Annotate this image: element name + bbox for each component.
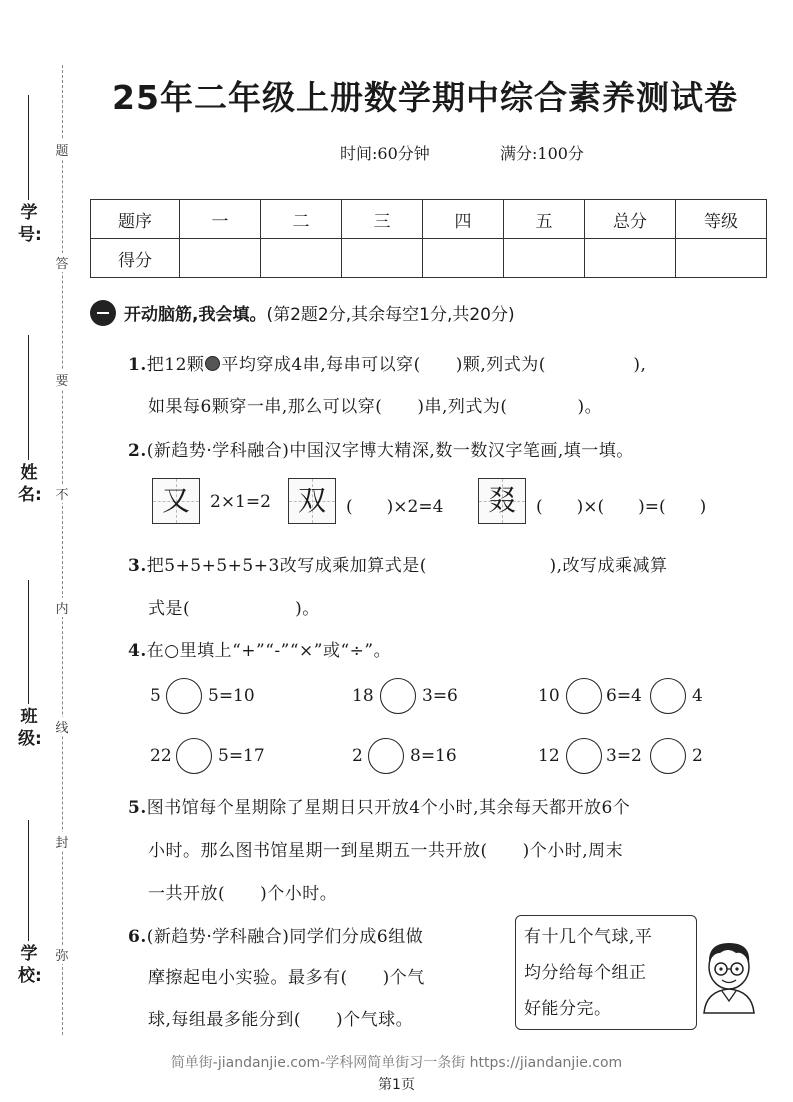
table-header-cell: 五 (504, 200, 585, 239)
question-6-line-3: 球,每组最多能分到( )个气球。 (148, 1010, 414, 1030)
name-label: 姓名: (18, 463, 42, 505)
score-cell[interactable] (423, 239, 504, 278)
operand: 4 (692, 686, 703, 706)
question-number: 5. (128, 798, 147, 818)
question-text: 把12颗 (146, 355, 205, 375)
table-header-cell: 一 (180, 200, 261, 239)
table-row-label: 得分 (91, 239, 180, 278)
bead-icon (205, 356, 220, 371)
operand: 5=10 (208, 686, 255, 706)
table-header-cell: 四 (423, 200, 504, 239)
operand: 3=2 (606, 746, 642, 766)
question-text: (新趋势·学科融合)中国汉字博大精深,数一数汉字笔画,填一填。 (146, 441, 634, 461)
binding-char: 内 (54, 598, 70, 617)
binding-char: 答 (54, 253, 70, 272)
score-cell[interactable] (585, 239, 676, 278)
operand: 5=17 (218, 746, 265, 766)
score-cell[interactable] (676, 239, 767, 278)
section-title-main: 开动脑筋,我会填。 (124, 305, 267, 325)
stroke-expression: 2×1=2 (210, 492, 271, 512)
question-5-line-1 (128, 793, 630, 818)
binding-char: 不 (54, 484, 70, 503)
exam-time: 时间:60分钟 (340, 144, 430, 163)
operand: 5 (150, 686, 161, 706)
question-text: 平均穿成4串,每串可以穿( )颗,列式为( ), (221, 355, 647, 375)
binding-char: 弥 (54, 945, 70, 964)
table-header-cell: 总分 (585, 200, 676, 239)
operand: 10 (538, 686, 560, 706)
question-number: 6. (128, 927, 147, 947)
operand: 18 (352, 686, 374, 706)
question-number: 2. (128, 441, 147, 461)
stroke-expression: ( )×2=4 (346, 497, 444, 517)
speech-bubble (515, 915, 697, 1030)
score-cell[interactable] (180, 239, 261, 278)
page-title: 25年二年级上册数学期中综合素养测试卷 (112, 78, 738, 117)
question-3-line-2: 式是( )。 (148, 599, 320, 619)
table-header-cell: 等级 (676, 200, 767, 239)
question-number: 3. (128, 556, 147, 576)
school-line[interactable] (28, 820, 29, 941)
question-6-line-2: 摩擦起电小实验。最多有( )个气 (148, 968, 425, 988)
operator-circle[interactable] (566, 738, 602, 774)
hanzi-char: 又 (161, 484, 190, 517)
operator-circle[interactable] (176, 738, 212, 774)
question-text: 把5+5+5+5+3改写成乘加算式是( ),改写成乘减算 (146, 556, 668, 576)
bubble-text: 好能分完。 (524, 999, 612, 1019)
operand: 22 (150, 746, 172, 766)
bubble-text: 均分给每个组正 (524, 963, 647, 983)
operator-circle[interactable] (650, 678, 686, 714)
hanzi-box (152, 478, 200, 524)
table-header-cell: 题序 (91, 200, 180, 239)
question-5-line-2: 小时。那么图书馆星期一到星期五一共开放( )个小时,周末 (148, 841, 624, 861)
student-id-line[interactable] (28, 95, 29, 200)
binding-char: 要 (54, 370, 70, 389)
binding-char: 线 (54, 717, 70, 736)
section-title-note: (第2题2分,其余每空1分,共20分) (266, 305, 515, 325)
student-id-label: 学号: (18, 203, 42, 245)
operator-circle[interactable] (566, 678, 602, 714)
question-4-line-1 (128, 636, 391, 661)
operator-circle[interactable] (380, 678, 416, 714)
question-2-line-1 (128, 436, 634, 461)
binding-char: 题 (54, 140, 70, 159)
question-text: 在○里填上“+”“-”“×”或“÷”。 (146, 641, 392, 661)
question-6-line-1 (128, 922, 423, 947)
question-1-line-1 (128, 350, 646, 375)
section-title (124, 300, 515, 325)
binding-dashed-line (62, 65, 63, 1035)
question-1-line-2: 如果每6颗穿一串,那么可以穿( )串,列式为( )。 (148, 397, 603, 417)
binding-char: 封 (54, 832, 70, 851)
footer-watermark: 简单街-jiandanjie.com-学科网简单街习一条街 https://jiandanjie.com (170, 1055, 623, 1071)
hanzi-char: 双 (297, 484, 326, 517)
operand: 3=6 (422, 686, 458, 706)
operand: 2 (352, 746, 363, 766)
score-table-header-row (91, 200, 767, 239)
hanzi-box (288, 478, 336, 524)
question-text: (新趋势·学科融合)同学们分成6组做 (146, 927, 424, 947)
operand: 8=16 (410, 746, 457, 766)
class-label: 班级: (18, 707, 42, 749)
hanzi-char: 叕 (487, 484, 516, 517)
score-cell[interactable] (342, 239, 423, 278)
hanzi-box (478, 478, 526, 524)
operator-circle[interactable] (166, 678, 202, 714)
cartoon-boy-icon (698, 935, 760, 1017)
question-3-line-1 (128, 551, 667, 576)
operand: 6=4 (606, 686, 642, 706)
stroke-expression: ( )×( )=( ) (536, 497, 707, 517)
question-number: 1. (128, 355, 147, 375)
score-table-score-row (91, 239, 767, 278)
score-cell[interactable] (261, 239, 342, 278)
operand: 2 (692, 746, 703, 766)
score-cell[interactable] (504, 239, 585, 278)
operator-circle[interactable] (650, 738, 686, 774)
class-line[interactable] (28, 580, 29, 704)
bubble-text: 有十几个气球,平 (524, 927, 653, 947)
full-score: 满分:100分 (500, 144, 584, 163)
operand: 12 (538, 746, 560, 766)
section-number-badge-icon (90, 300, 116, 326)
question-5-line-3: 一共开放( )个小时。 (148, 884, 338, 904)
operator-circle[interactable] (368, 738, 404, 774)
question-number: 4. (128, 641, 147, 661)
score-table (90, 199, 767, 278)
name-line[interactable] (28, 335, 29, 460)
page-number: 第1页 (378, 1077, 415, 1093)
table-header-cell: 二 (261, 200, 342, 239)
question-text: 图书馆每个星期除了星期日只开放4个小时,其余每天都开放6个 (146, 798, 631, 818)
school-label: 学校: (18, 944, 42, 986)
table-header-cell: 三 (342, 200, 423, 239)
